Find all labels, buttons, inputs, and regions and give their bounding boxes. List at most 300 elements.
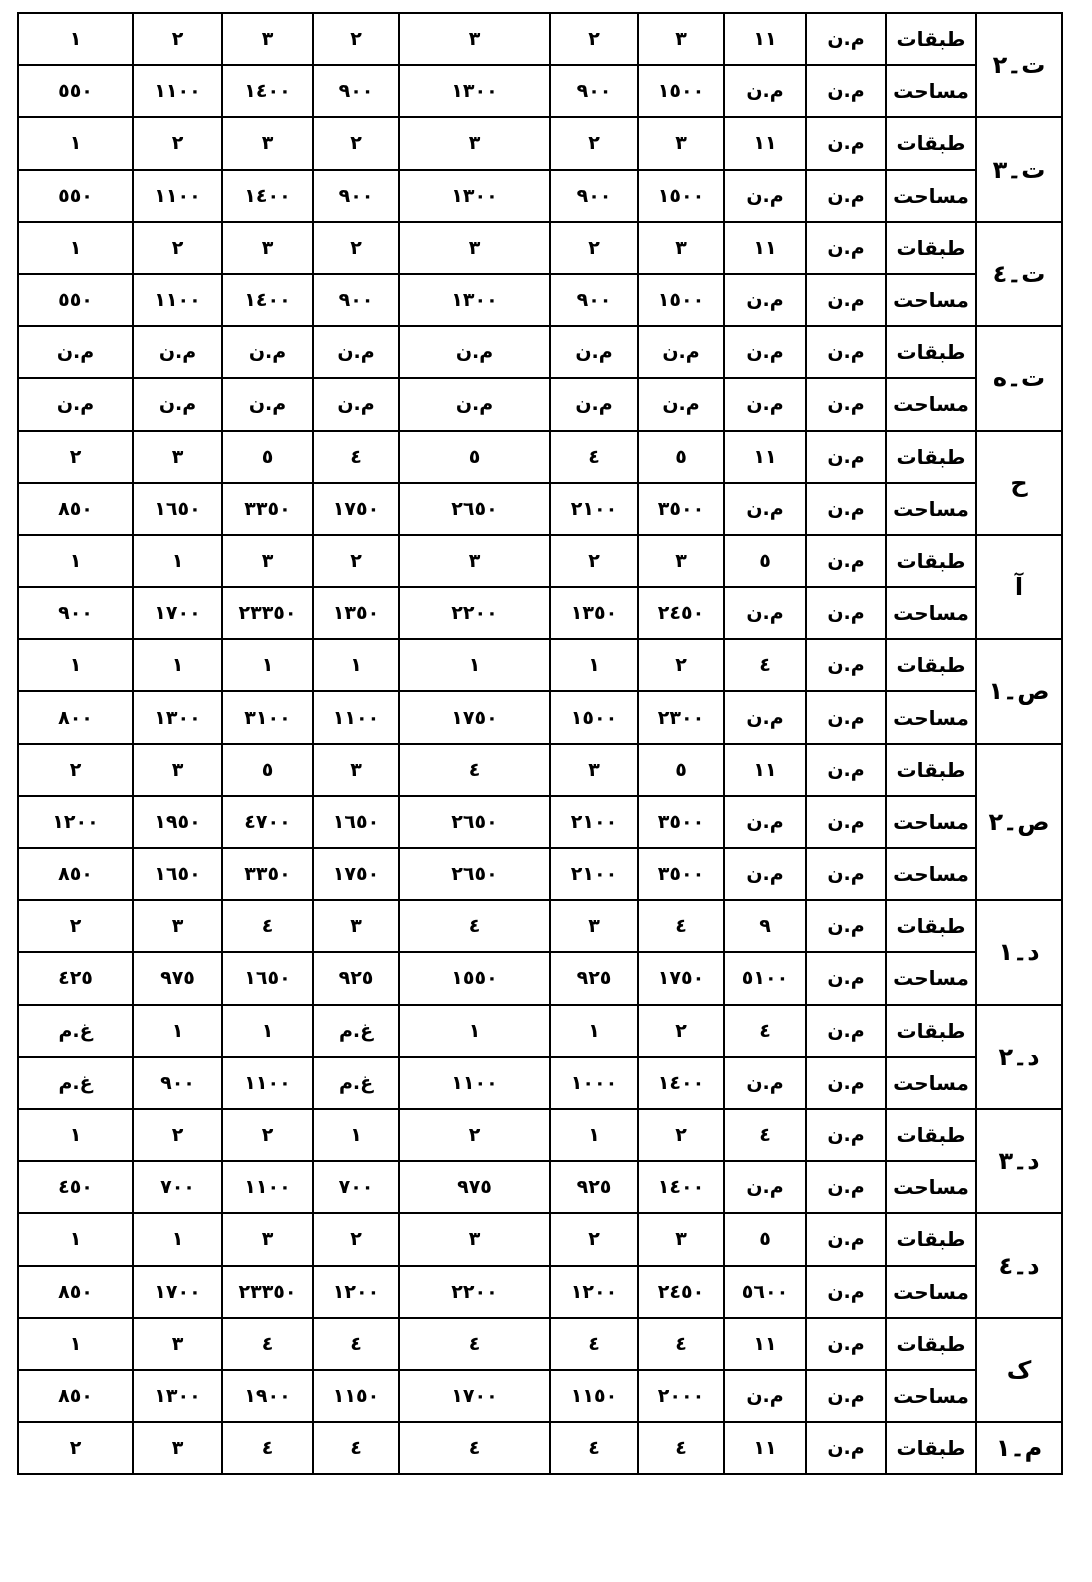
table-cell: ٤٧٠٠ (222, 796, 313, 848)
table-cell: ٩٠٠ (550, 65, 638, 117)
table-cell: ٥ (638, 431, 724, 483)
table-cell: م.ن (222, 378, 313, 430)
table-cell: ٤ (313, 1422, 399, 1474)
table-cell: ٤ (638, 900, 724, 952)
table-cell: ١ (133, 639, 222, 691)
table-cell: ٢ (550, 13, 638, 65)
table-cell: ٥٥٠ (18, 170, 133, 222)
table-cell: ٤ (222, 1422, 313, 1474)
table-cell: ٤ (638, 1318, 724, 1370)
table-cell: ٥٥٠ (18, 65, 133, 117)
row-type-label: مساحت (886, 848, 976, 900)
table-cell: ٣ (133, 900, 222, 952)
table-cell: ٩٠٠ (550, 274, 638, 326)
table-cell: ١٣٠٠ (399, 170, 550, 222)
table-cell: م.ن (724, 483, 806, 535)
group-label: آ (976, 535, 1062, 639)
table-cell: ٩٢٥ (313, 952, 399, 1004)
table-cell: ٥ (638, 744, 724, 796)
table-cell: ٢ (18, 1422, 133, 1474)
row-type-label: طبقات (886, 117, 976, 169)
table-cell: ٢٣٠٠ (638, 691, 724, 743)
table-cell: ١١٠٠ (133, 65, 222, 117)
table-cell: م.ن (806, 431, 886, 483)
table-cell: ٥٦٠٠ (724, 1266, 806, 1318)
table-cell: ٣ (313, 900, 399, 952)
table-cell: ٣ (222, 222, 313, 274)
table-cell: م.ن (724, 587, 806, 639)
table-cell: ١٣٠٠ (133, 1370, 222, 1422)
table-cell: ١٩٠٠ (222, 1370, 313, 1422)
table-cell: ١١٠٠ (313, 691, 399, 743)
table-cell: ٣١٠٠ (222, 691, 313, 743)
table-cell: ٤ (550, 431, 638, 483)
table-row (18, 535, 1062, 587)
table-cell: م.ن (724, 796, 806, 848)
table-cell: ٣ (133, 1422, 222, 1474)
table-row (18, 900, 1062, 952)
table-cell: م.ن (133, 378, 222, 430)
group-label: د۔١ (976, 900, 1062, 1004)
table-cell: ٢ (550, 222, 638, 274)
table-row (18, 1161, 1062, 1213)
table-cell: ١ (133, 535, 222, 587)
table-cell: ٣ (638, 13, 724, 65)
table-cell: ١٧٥٠ (399, 691, 550, 743)
table-cell: ٢١٠٠ (550, 483, 638, 535)
table-cell: ٤ (399, 900, 550, 952)
table-cell: ٢ (133, 1109, 222, 1161)
table-row (18, 952, 1062, 1004)
table-cell: ٨٥٠ (18, 1370, 133, 1422)
table-cell: ٢ (638, 1109, 724, 1161)
table-cell: ١١٠٠ (133, 170, 222, 222)
group-label: ص۔٢ (976, 744, 1062, 901)
table-cell: ٢ (18, 900, 133, 952)
table-cell: ١ (18, 535, 133, 587)
table-cell: م.ن (806, 274, 886, 326)
table-cell: ١١ (724, 744, 806, 796)
table-cell: م.ن (806, 326, 886, 378)
table-cell: ١٥٠٠ (638, 65, 724, 117)
table-cell: ٩٧٥ (399, 1161, 550, 1213)
table-cell: م.ن (806, 117, 886, 169)
table-cell: ٤ (399, 744, 550, 796)
table-cell: م.ن (638, 378, 724, 430)
row-type-label: مساحت (886, 170, 976, 222)
table-cell: ١٠٠٠ (550, 1057, 638, 1109)
table-cell: ٩٠٠ (313, 170, 399, 222)
group-label: ت۔٣ (976, 117, 1062, 221)
table-cell: ٢ (313, 13, 399, 65)
row-type-label: طبقات (886, 222, 976, 274)
table-row (18, 274, 1062, 326)
table-cell: م.ن (550, 378, 638, 430)
table-cell: غ.م (18, 1005, 133, 1057)
table-cell: ٩٠٠ (313, 274, 399, 326)
table-cell: ١ (18, 13, 133, 65)
table-cell: ١ (222, 1005, 313, 1057)
table-cell: ٣ (399, 1213, 550, 1265)
table-cell: ١١ (724, 117, 806, 169)
group-label: ت۔٢ (976, 13, 1062, 117)
table-cell: م.ن (806, 587, 886, 639)
row-type-label: مساحت (886, 274, 976, 326)
table-cell: ٤ (399, 1318, 550, 1370)
table-cell: ٢ (638, 639, 724, 691)
table-cell: ٩٠٠ (18, 587, 133, 639)
table-cell: ١١٥٠ (313, 1370, 399, 1422)
table-cell: م.ن (806, 1213, 886, 1265)
table-row (18, 1422, 1062, 1474)
table-cell: غ.م (313, 1005, 399, 1057)
table-cell: ١١ (724, 13, 806, 65)
table-row (18, 222, 1062, 274)
row-type-label: مساحت (886, 483, 976, 535)
row-type-label: مساحت (886, 952, 976, 1004)
table-cell: ١ (550, 1005, 638, 1057)
table-cell: غ.م (313, 1057, 399, 1109)
row-type-label: مساحت (886, 1266, 976, 1318)
table-cell: ٢ (313, 1213, 399, 1265)
table-cell: ٢ (133, 222, 222, 274)
table-cell: ٢ (18, 744, 133, 796)
table-cell: م.ن (638, 326, 724, 378)
table-cell: م.ن (313, 378, 399, 430)
table-cell: ١٧٠٠ (399, 1370, 550, 1422)
table-cell: ٣ (550, 900, 638, 952)
table-cell: م.ن (724, 691, 806, 743)
table-cell: م.ن (806, 1057, 886, 1109)
table-cell: ٤ (550, 1318, 638, 1370)
table-cell: ١١ (724, 1318, 806, 1370)
table-cell: ١١ (724, 222, 806, 274)
table-cell: ٣٣٥٠ (222, 848, 313, 900)
table-cell: ٤ (222, 900, 313, 952)
table-cell: ٢ (133, 117, 222, 169)
row-type-label: مساحت (886, 1161, 976, 1213)
table-cell: ٩ (724, 900, 806, 952)
table-cell: ٢٢٠٠ (399, 1266, 550, 1318)
table-cell: ٨٠٠ (18, 691, 133, 743)
table-row (18, 587, 1062, 639)
table-cell: ١٤٠٠ (638, 1057, 724, 1109)
table-cell: ٣ (222, 13, 313, 65)
table-cell: م.ن (806, 378, 886, 430)
table-cell: ٣ (133, 431, 222, 483)
table-cell: ٣ (133, 744, 222, 796)
table-cell: ٣ (133, 1318, 222, 1370)
table-row (18, 13, 1062, 65)
row-type-label: طبقات (886, 1005, 976, 1057)
row-type-label: مساحت (886, 796, 976, 848)
table-cell: م.ن (806, 639, 886, 691)
table-cell: ١١٠٠ (399, 1057, 550, 1109)
row-type-label: مساحت (886, 1057, 976, 1109)
table-cell: ١٤٠٠ (222, 274, 313, 326)
table-cell: ١٢٠٠ (18, 796, 133, 848)
table-cell: ١٩٥٠ (133, 796, 222, 848)
table-cell: ٢ (550, 535, 638, 587)
table-cell: ٥ (399, 431, 550, 483)
row-type-label: طبقات (886, 326, 976, 378)
table-cell: ٢٤٥٠ (638, 1266, 724, 1318)
table-cell: ٣ (638, 535, 724, 587)
table-row (18, 1318, 1062, 1370)
table-cell: ١٥٠٠ (550, 691, 638, 743)
table-cell: ١٧٥٠ (313, 483, 399, 535)
table-cell: ١٣٠٠ (399, 274, 550, 326)
table-cell: ٢ (313, 222, 399, 274)
table-cell: ١٦٥٠ (313, 796, 399, 848)
table-cell: م.ن (724, 274, 806, 326)
table-cell: ٤ (724, 1005, 806, 1057)
table-row (18, 1266, 1062, 1318)
table-cell: ٣٣٥٠ (222, 483, 313, 535)
group-label: د۔٤ (976, 1213, 1062, 1317)
row-type-label: طبقات (886, 1109, 976, 1161)
table-cell: م.ن (806, 535, 886, 587)
table-row (18, 378, 1062, 430)
table-cell: م.ن (806, 65, 886, 117)
table-cell: ٩٢٥ (550, 1161, 638, 1213)
table-cell: م.ن (222, 326, 313, 378)
row-type-label: طبقات (886, 639, 976, 691)
table-cell: ١ (313, 1109, 399, 1161)
group-label: ت۔ه (976, 326, 1062, 430)
table-cell: ٢٢٠٠ (399, 587, 550, 639)
table-cell: ٤ (724, 639, 806, 691)
table-cell: ١ (18, 222, 133, 274)
table-cell: ١٥٠٠ (638, 274, 724, 326)
table-cell: م.ن (724, 1370, 806, 1422)
table-cell: ٣ (638, 117, 724, 169)
table-cell: ٤ (399, 1422, 550, 1474)
table-cell: ٤٢٥ (18, 952, 133, 1004)
group-label: ت۔٤ (976, 222, 1062, 326)
row-type-label: طبقات (886, 1422, 976, 1474)
table-cell: م.ن (399, 326, 550, 378)
table-cell: ٤ (313, 431, 399, 483)
table-cell: ٢ (222, 1109, 313, 1161)
table-cell: ٣ (313, 744, 399, 796)
table-cell: م.ن (724, 378, 806, 430)
table-cell: ١٣٠٠ (399, 65, 550, 117)
table-cell: ٢ (550, 1213, 638, 1265)
table-cell: ٧٠٠ (313, 1161, 399, 1213)
table-cell: ١٤٠٠ (638, 1161, 724, 1213)
table-cell: ٣ (638, 1213, 724, 1265)
table-cell: م.ن (806, 900, 886, 952)
table-cell: ١ (399, 639, 550, 691)
table-cell: ٢١٠٠ (550, 796, 638, 848)
table-cell: ١ (313, 639, 399, 691)
table-cell: م.ن (806, 1422, 886, 1474)
table-cell: ٢ (638, 1005, 724, 1057)
table-cell: ١٥٠٠ (638, 170, 724, 222)
table-cell: ٢١٠٠ (550, 848, 638, 900)
table-cell: ١٦٥٠ (222, 952, 313, 1004)
table-cell: ٤ (222, 1318, 313, 1370)
table-cell: م.ن (18, 378, 133, 430)
table-cell: ١١٥٠ (550, 1370, 638, 1422)
table-cell: ٢٤٥٠ (638, 587, 724, 639)
table-cell: ٩٢٥ (550, 952, 638, 1004)
table-cell: ١ (133, 1213, 222, 1265)
table-cell: ١ (399, 1005, 550, 1057)
table-row (18, 744, 1062, 796)
table-cell: ٢٦٥٠ (399, 796, 550, 848)
table-cell: ٣٥٠٠ (638, 848, 724, 900)
table-cell: ١١ (724, 431, 806, 483)
table-cell: ٥ (724, 1213, 806, 1265)
table-cell: م.ن (806, 13, 886, 65)
table-cell: م.ن (724, 65, 806, 117)
table-cell: م.ن (18, 326, 133, 378)
table-row (18, 170, 1062, 222)
table-cell: ٣ (399, 117, 550, 169)
row-type-label: طبقات (886, 744, 976, 796)
group-label: ح (976, 431, 1062, 535)
table-body (18, 13, 1062, 1474)
group-label: ک (976, 1318, 1062, 1422)
table-cell: م.ن (806, 1005, 886, 1057)
table-row (18, 1109, 1062, 1161)
group-label: م۔١ (976, 1422, 1062, 1474)
table-cell: ٩٧٥ (133, 952, 222, 1004)
table-cell: ٣٥٠٠ (638, 796, 724, 848)
group-label: ص۔١ (976, 639, 1062, 743)
table-cell: م.ن (806, 796, 886, 848)
table-cell: ٤ (638, 1422, 724, 1474)
table-cell: غ.م (18, 1057, 133, 1109)
table-cell: ٣ (399, 535, 550, 587)
table-cell: ٩٠٠ (550, 170, 638, 222)
table-row (18, 326, 1062, 378)
table-cell: م.ن (806, 1109, 886, 1161)
table-cell: ٥ (222, 744, 313, 796)
table-cell: ١٣٥٠ (550, 587, 638, 639)
table-cell: ٣٥٠٠ (638, 483, 724, 535)
table-cell: ٥١٠٠ (724, 952, 806, 1004)
table-row (18, 1370, 1062, 1422)
table-cell: ٥ (724, 535, 806, 587)
table-cell: م.ن (724, 326, 806, 378)
group-label: د۔٢ (976, 1005, 1062, 1109)
table-cell: ١٤٠٠ (222, 65, 313, 117)
table-cell: ١٣٥٠ (313, 587, 399, 639)
table-cell: ٢ (133, 13, 222, 65)
group-label: د۔٣ (976, 1109, 1062, 1213)
row-type-label: طبقات (886, 1318, 976, 1370)
table-cell: ١١٠٠ (222, 1057, 313, 1109)
table-row (18, 639, 1062, 691)
table-cell: م.ن (550, 326, 638, 378)
table-cell: ٤ (313, 1318, 399, 1370)
table-cell: ١٧٠٠ (133, 587, 222, 639)
table-cell: م.ن (806, 1266, 886, 1318)
table-cell: م.ن (806, 1370, 886, 1422)
table-cell: ٢٠٠٠ (638, 1370, 724, 1422)
table-row (18, 848, 1062, 900)
table-cell: ١٢٠٠ (313, 1266, 399, 1318)
table-cell: ٢ (313, 535, 399, 587)
table-cell: ٤ (550, 1422, 638, 1474)
table-cell: ٩٠٠ (313, 65, 399, 117)
table-cell: ١٧٠٠ (133, 1266, 222, 1318)
table-row (18, 1213, 1062, 1265)
table-cell: ١٧٥٠ (313, 848, 399, 900)
table-row (18, 117, 1062, 169)
table-cell: ١ (18, 117, 133, 169)
row-type-label: طبقات (886, 535, 976, 587)
table-cell: ١٤٠٠ (222, 170, 313, 222)
table-cell: ١ (550, 639, 638, 691)
table-cell: م.ن (806, 691, 886, 743)
table-cell: ٨٥٠ (18, 848, 133, 900)
table-cell: ٣ (222, 535, 313, 587)
row-type-label: طبقات (886, 1213, 976, 1265)
table-cell: م.ن (399, 378, 550, 430)
table-cell: م.ن (133, 326, 222, 378)
table-cell: ١٦٥٠ (133, 483, 222, 535)
table-cell: ١ (18, 1318, 133, 1370)
table-cell: م.ن (806, 483, 886, 535)
table-cell: م.ن (724, 170, 806, 222)
table-cell: ١ (222, 639, 313, 691)
table-cell: م.ن (806, 170, 886, 222)
table-cell: م.ن (806, 744, 886, 796)
row-type-label: مساحت (886, 1370, 976, 1422)
row-type-label: مساحت (886, 65, 976, 117)
table-cell: ١٥٥٠ (399, 952, 550, 1004)
table-cell: ١٢٠٠ (550, 1266, 638, 1318)
table-cell: ١٦٥٠ (133, 848, 222, 900)
table-cell: ٣ (222, 117, 313, 169)
table-cell: ٩٠٠ (133, 1057, 222, 1109)
table-cell: ٨٥٠ (18, 483, 133, 535)
table-cell: ٥٥٠ (18, 274, 133, 326)
table-row (18, 691, 1062, 743)
table-cell: ١١٠٠ (222, 1161, 313, 1213)
row-type-label: طبقات (886, 900, 976, 952)
table-cell: ٣ (399, 13, 550, 65)
table-cell: ٢ (18, 431, 133, 483)
row-type-label: مساحت (886, 378, 976, 430)
table-cell: ٤ (724, 1109, 806, 1161)
table-cell: ٥ (222, 431, 313, 483)
table-row (18, 1005, 1062, 1057)
table-cell: ٢ (550, 117, 638, 169)
table-cell: م.ن (806, 952, 886, 1004)
data-table (17, 12, 1063, 1475)
table-cell: ١١٠٠ (133, 274, 222, 326)
table-cell: ١ (18, 639, 133, 691)
table-row (18, 431, 1062, 483)
table-row (18, 1057, 1062, 1109)
row-type-label: طبقات (886, 431, 976, 483)
row-type-label: طبقات (886, 13, 976, 65)
table-cell: م.ن (806, 848, 886, 900)
table-cell: ٢٣٣٥٠ (222, 1266, 313, 1318)
table-cell: ٢ (313, 117, 399, 169)
table-cell: ١ (133, 1005, 222, 1057)
table-cell: ٢ (399, 1109, 550, 1161)
table-cell: م.ن (806, 222, 886, 274)
table-cell: ٣ (222, 1213, 313, 1265)
table-cell: ١ (18, 1109, 133, 1161)
table-cell: م.ن (806, 1318, 886, 1370)
